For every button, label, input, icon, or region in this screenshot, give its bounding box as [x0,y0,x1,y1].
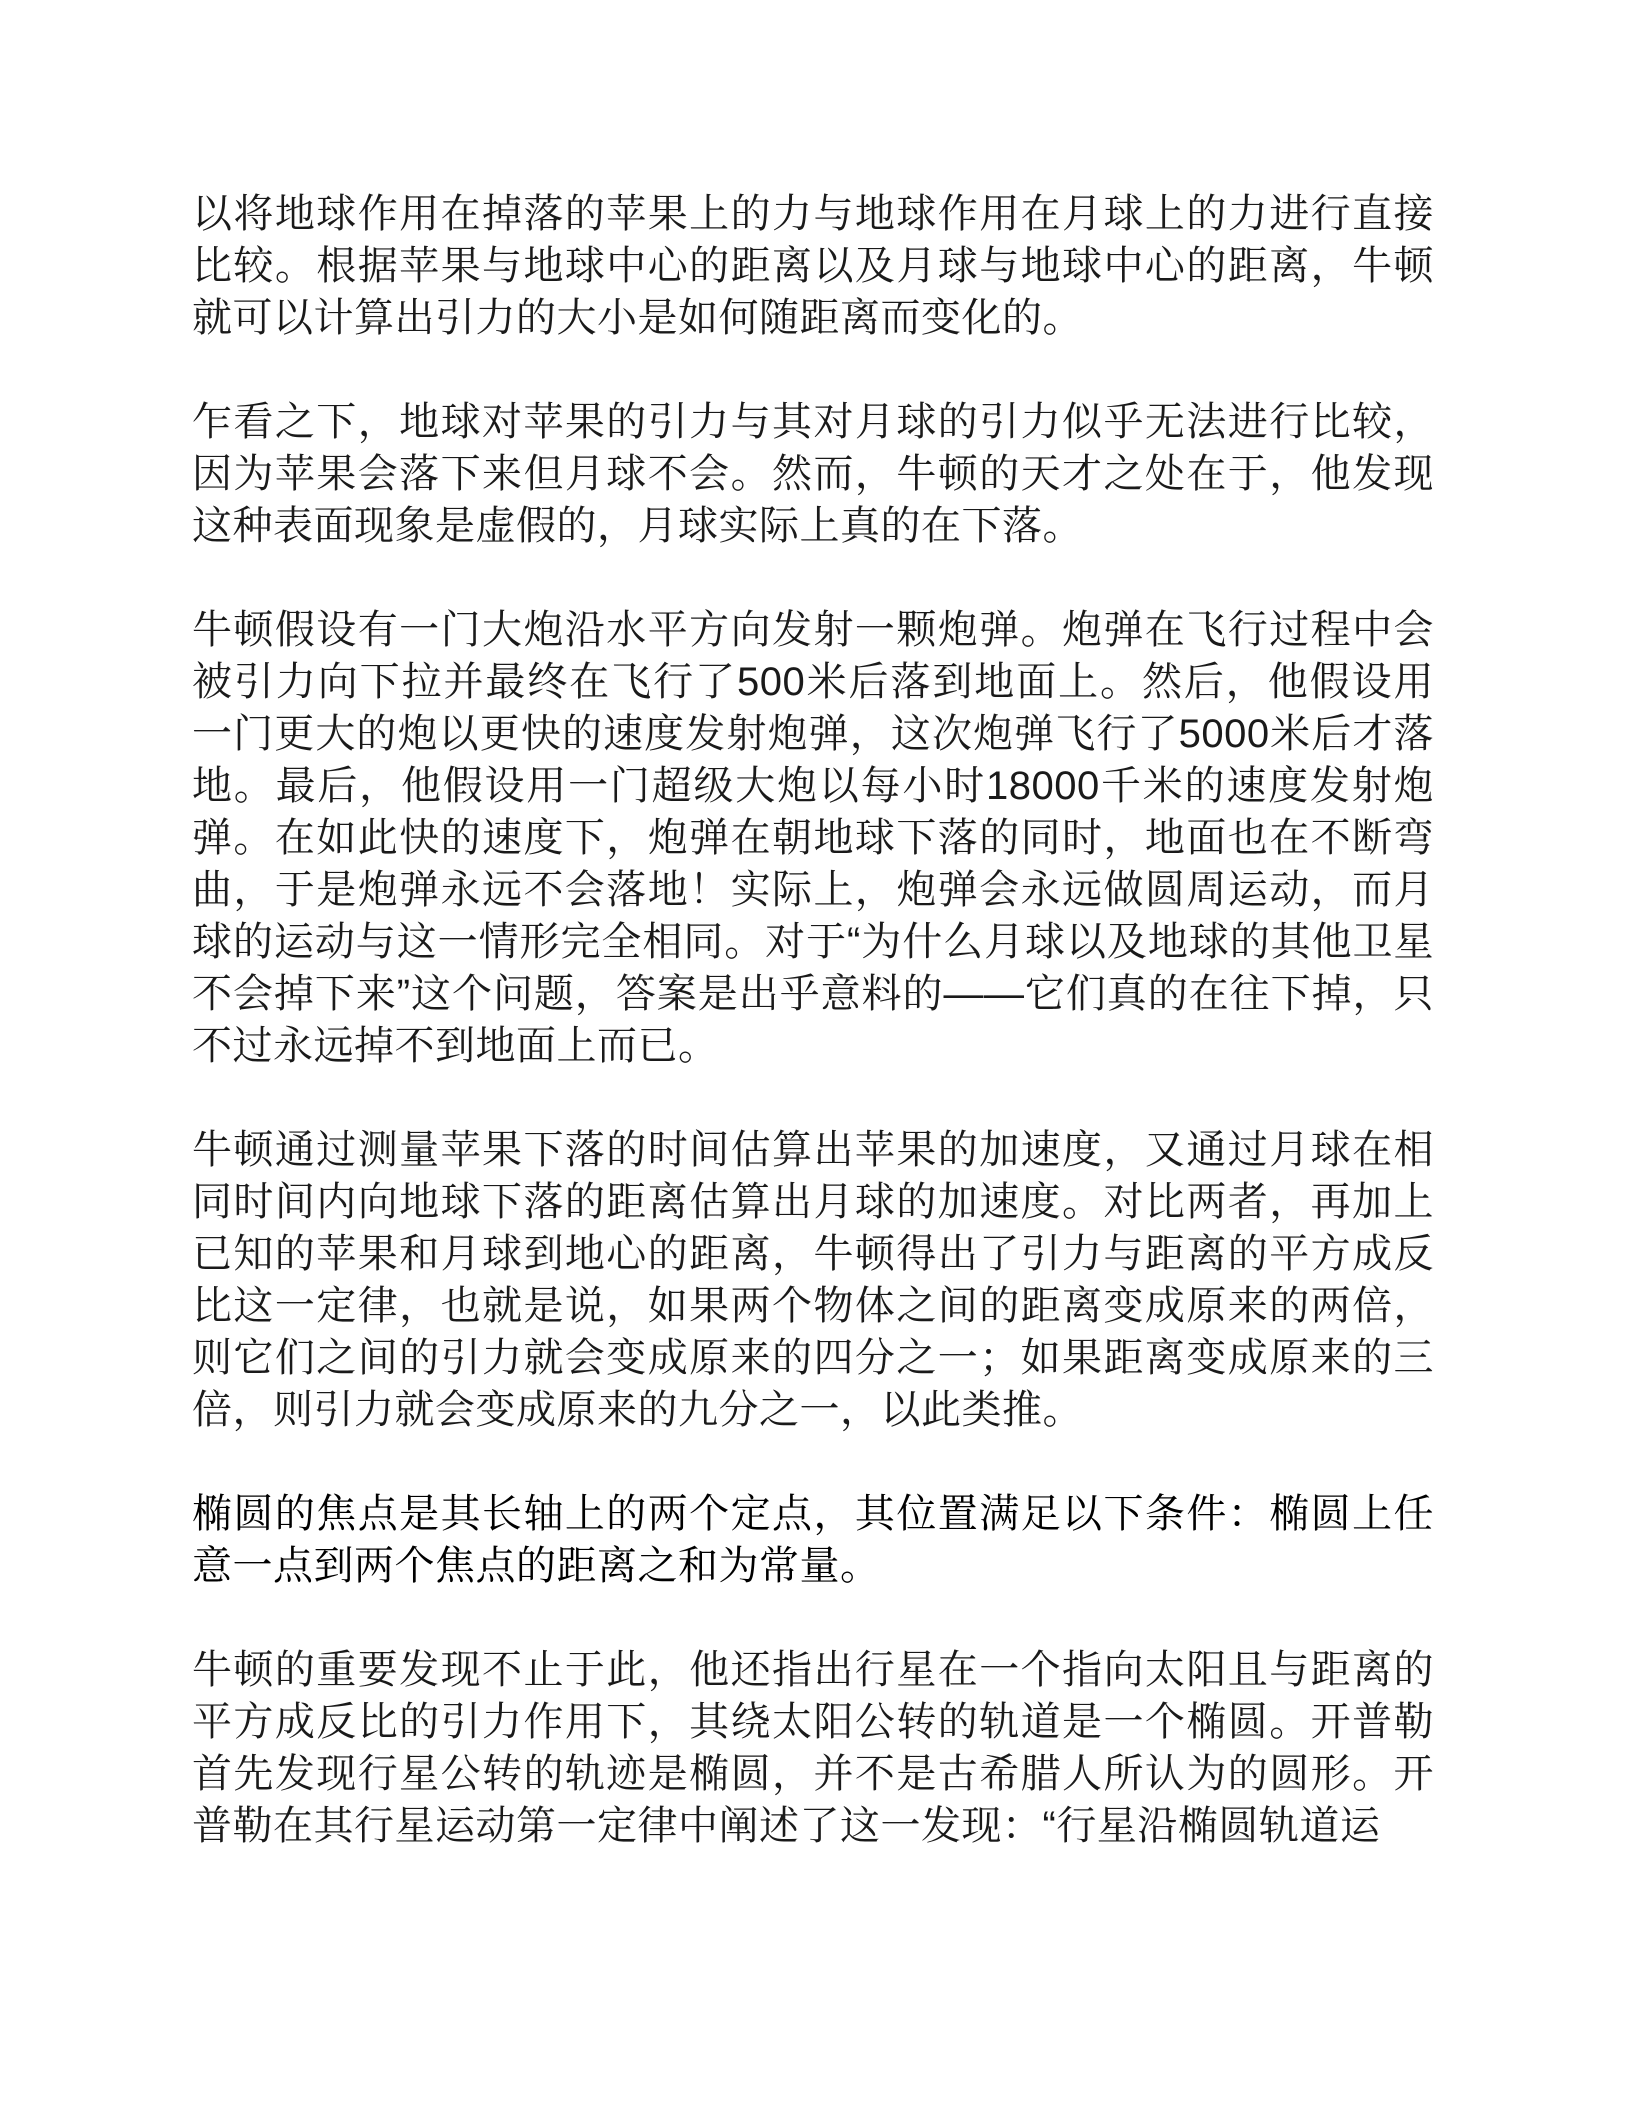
paragraph-inverse-square-law: 牛顿通过测量苹果下落的时间估算出苹果的加速度，又通过月球在相同时间内向地球下落的距离估算出月球的加速度。对比两者，再加上已知的苹果和月球到地心的距离，牛顿得出了引力与距离的平方成反比这一定律，也就是说，如果两个物体之间的距离变成原来的两倍，则它们之间的引力就会变成原来的四分之一；如果距离变成原来的三倍，则引力就会变成原来的九分之一，以此类推。 [192,1128,1434,1432]
paragraph-apple-vs-moon: 乍看之下，地球对苹果的引力与其对月球的引力似乎无法进行比较，因为苹果会落下来但月球不会。然而，牛顿的天才之处在于，他发现这种表面现象是虚假的，月球实际上真的在下落。 [192,400,1434,548]
paragraph-ellipse-focus-note: 椭圆的焦点是其长轴上的两个定点，其位置满足以下条件：椭圆上任意一点到两个焦点的距离之和为常量。 [192,1491,1434,1588]
paragraph-cannonball-thought-experiment: 牛顿假设有一门大炮沿水平方向发射一颗炮弹。炮弹在飞行过程中会被引力向下拉并最终在飞行了500米后落到地面上。然后，他假设用一门更大的炮以更快的速度发射炮弹，这次炮弹飞行了5000米后才落地。最后，他假设用一门超级大炮以每小时18000千米的速度发射炮弹。在如此快的速度下，炮弹在朝地球下落的同时，地面也在不断弯曲，于是炮弹永远不会落地！实际上，炮弹会永远做圆周运动，而月球的运动与这一情形完全相同。对于“为什么月球以及地球的其他卫星不会掉下来”这个问题，答案是出乎意料的——它们真的在往下掉，只不过永远掉不到地面上而已。 [192,608,1434,1068]
paragraph-gravity-comparison: 以将地球作用在掉落的苹果上的力与地球作用在月球上的力进行直接比较。根据苹果与地球中心的距离以及月球与地球中心的距离，牛顿就可以计算出引力的大小是如何随距离而变化的。 [192,192,1434,340]
paragraph-kepler-elliptical-orbits: 牛顿的重要发现不止于此，他还指出行星在一个指向太阳且与距离的平方成反比的引力作用下，其绕太阳公转的轨道是一个椭圆。开普勒首先发现行星公转的轨迹是椭圆，并不是古希腊人所认为的圆形。开普勒在其行星运动第一定律中阐述了这一发现：“行星沿椭圆轨道运 [192,1648,1434,1848]
